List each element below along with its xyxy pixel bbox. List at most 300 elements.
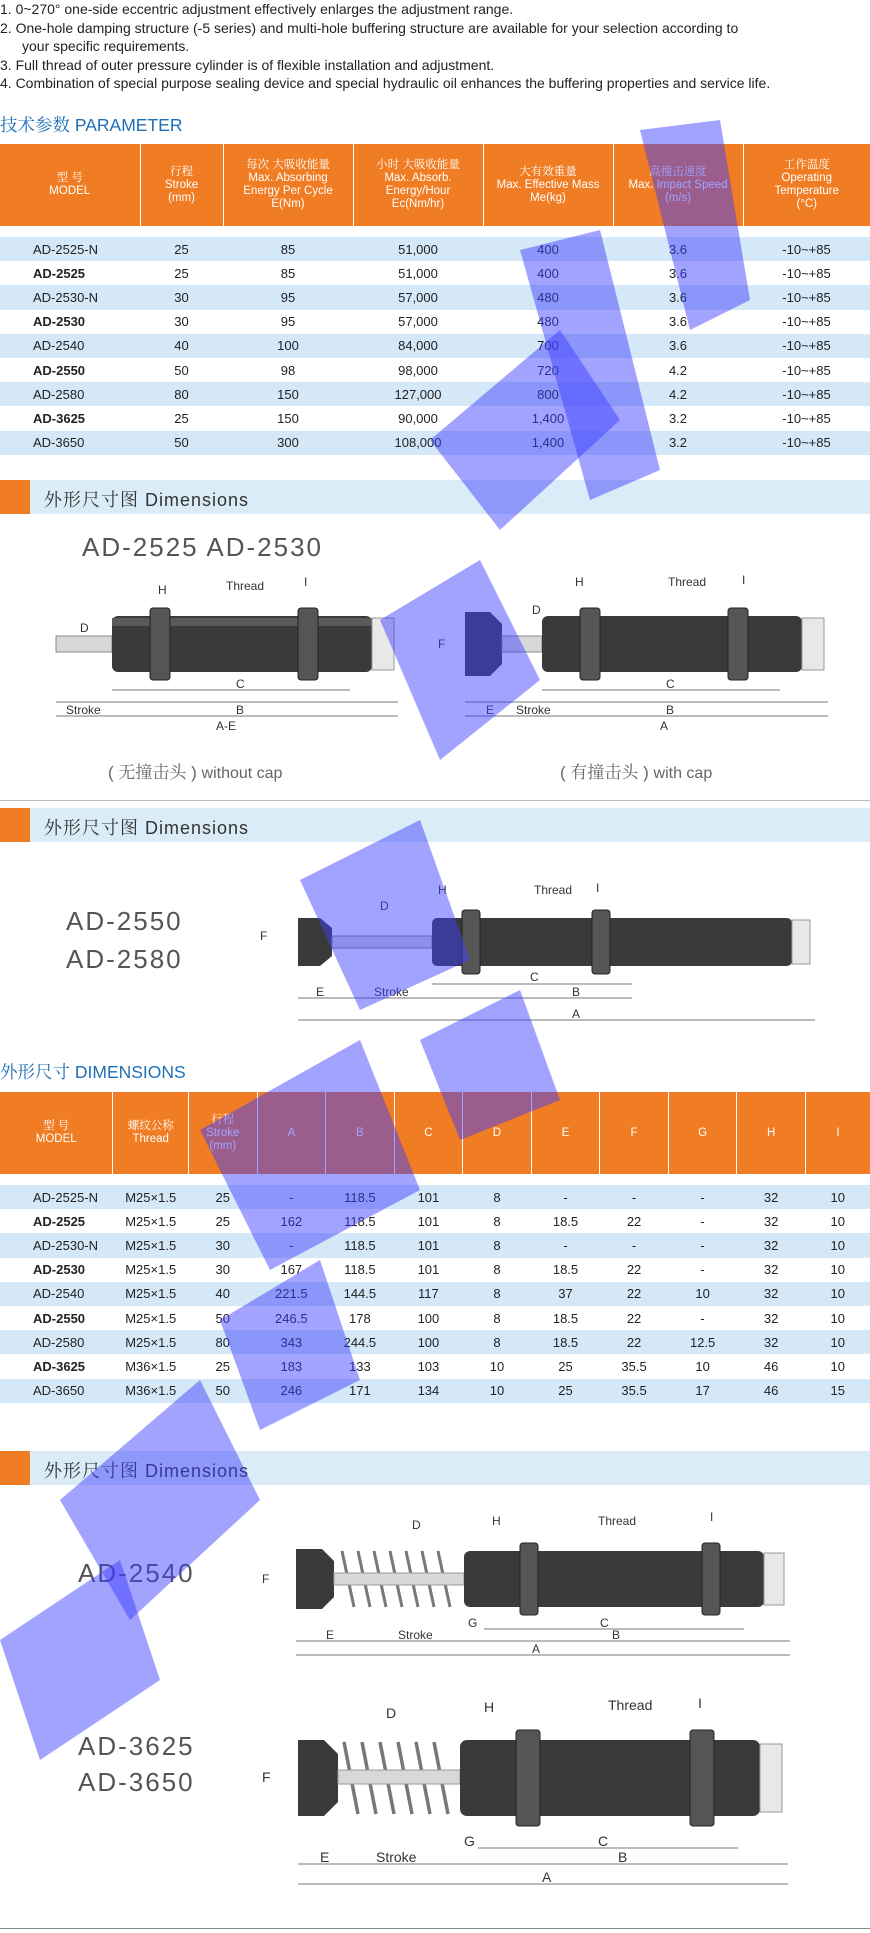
table-cell: 18.5 [552,1310,579,1326]
table-cell: - [600,1185,669,1209]
table-header-cell [0,1092,113,1174]
header-line: 工作温度 [783,159,830,171]
table-cell: 246.5 [275,1310,308,1326]
model-cell: AD-2550 [33,362,86,378]
table-cell: 32 [737,1282,806,1306]
table-cell: 3.2 [613,431,743,455]
table-header-cell [353,144,483,226]
table-cell: 4.2 [668,362,688,378]
header-line: Stroke [164,178,199,191]
dimensions-table [0,1092,870,1403]
label-h: H [484,1699,495,1715]
table-header-cell [140,144,223,226]
table-cell: 30 [174,314,189,330]
table-cell: 144.5 [326,1282,395,1306]
table-cell: 50 [215,1310,230,1326]
header-line: 型 号 [56,172,83,184]
model-cell: AD-2580 [0,1330,113,1354]
table-cell: 162 [280,1213,303,1229]
label-a: A [572,1007,581,1021]
label-f: F [438,637,446,651]
table-cell: 700 [483,334,613,358]
table-cell: 10 [830,1358,845,1374]
model-cell: AD-3650 [0,1379,113,1403]
label-ae: A-E [216,719,237,733]
table-cell: M36×1.5 [113,1379,189,1403]
table-cell: 32 [763,1262,779,1278]
model-cell: AD-2550 [33,1310,86,1326]
label-e: E [316,985,325,999]
table-cell: - [257,1233,326,1257]
label-c: C [600,1616,609,1630]
label-thread: Thread [534,883,573,897]
table-cell: 50 [174,362,189,378]
caption-with-cap-cn: ( 有撞击头 ) [560,763,649,782]
label-b: B [612,1628,621,1642]
table-cell: 8 [493,1262,501,1278]
label-i: I [698,1695,702,1711]
label-c: C [236,677,245,691]
table-cell: - [668,1233,737,1257]
table-cell: 480 [483,285,613,309]
label-a: A [532,1642,541,1656]
header-line: 行程 [170,165,193,178]
table-cell: - [700,1213,705,1229]
header-line: Energy Per Cycle [243,185,333,197]
drawing-2540 [262,1510,802,1665]
table-cell: 50 [189,1379,258,1403]
intro-item: 4. Combination of special purpose sealing device and special hydraulic oil enhances the buffering properties and service life. [0,75,771,91]
table-header-cell [0,144,140,226]
table-cell: 32 [763,1310,779,1326]
header-line: Stroke [206,1126,240,1139]
table-cell: 244.5 [326,1330,395,1354]
table-cell: 85 [280,265,296,281]
table-cell: 101 [394,1233,463,1257]
table-header-cell [326,1092,395,1174]
table-gap [0,226,870,237]
label-thread: Thread [668,575,707,589]
label-d: D [80,621,89,635]
table-header-cell [257,1092,326,1174]
table-row [0,285,870,309]
label-a: A [542,1869,552,1885]
model-label-2525-2530: AD-2525 AD-2530 [82,532,324,562]
table-row [0,1354,870,1378]
header-line: MODEL [35,1133,77,1145]
dimensions-bar-label: 外形尺寸图 Dimensions [44,490,250,510]
parameter-title-en: PARAMETER [74,115,183,135]
table-cell: 100 [417,1310,440,1326]
table-cell: 80 [189,1330,258,1354]
table-cell: 30 [189,1233,258,1257]
table-header-cell [737,1092,806,1174]
table-row [0,1306,870,1330]
table-cell: - [600,1233,669,1257]
drawing-with-cap [430,566,850,746]
header-line: 高撞击速度 [649,165,707,178]
table-cell: 32 [737,1185,806,1209]
header-line: F [630,1126,638,1139]
table-cell: 101 [417,1262,440,1278]
label-b: B [572,985,581,999]
header-line: H [766,1126,776,1139]
table-cell: 17 [668,1379,737,1403]
header-line: 型 号 [43,1120,70,1132]
intro-item: 1. 0~270° one-side eccentric adjustment effectively enlarges the adjustment range. [0,1,514,17]
table-header-cell [805,1092,870,1174]
table-cell: 35.5 [621,1358,647,1374]
table-cell: 480 [537,314,559,330]
table-cell: 118.5 [344,1213,376,1229]
model-cell: AD-2525-N [0,1185,113,1209]
table-cell: M25×1.5 [113,1185,189,1209]
caption-without-cap [108,758,282,783]
table-cell: 95 [280,314,296,330]
model-cell: AD-3650 [0,431,140,455]
label-a: A [660,719,669,733]
table-cell: 10 [695,1358,710,1374]
table-gap [0,1174,870,1185]
header-line: Max. Absorbing [248,172,328,184]
header-line: Energy/Hour [385,185,451,197]
table-cell: 18.5 [531,1330,600,1354]
table-cell: 1,400 [531,410,565,426]
parameter-title [0,112,182,137]
table-cell: -10~+85 [743,334,870,358]
table-cell: 101 [417,1213,440,1229]
table-cell: 22 [626,1310,642,1326]
table-cell: 15 [805,1379,870,1403]
table-header-cell [113,1092,189,1174]
table-cell: 8 [493,1310,501,1326]
table-row [0,1185,870,1209]
label-h: H [438,883,447,897]
label-h: H [575,575,584,589]
header-line: Max. Effective Mass [496,178,600,191]
label-i: I [304,575,308,589]
table-cell: - [668,1185,737,1209]
header-line: 行程 [211,1113,235,1126]
header-line: G [698,1126,708,1139]
table-cell: 246 [257,1379,326,1403]
bar-square [0,808,30,842]
header-line: C [424,1126,433,1139]
model-cell: AD-2530-N [0,285,140,309]
table-cell: 178 [349,1310,371,1326]
table-cell: - [257,1185,326,1209]
table-cell: 40 [189,1282,258,1306]
label-c: C [530,970,539,984]
table-cell: 150 [223,382,353,406]
label-f: F [262,1769,271,1785]
model-cell: AD-2530 [33,1262,86,1278]
table-cell: 400 [483,237,613,261]
table-cell: 108,000 [353,431,483,455]
label-f: F [260,929,268,943]
table-cell: 51,000 [353,237,483,261]
label-e: E [320,1849,330,1865]
table-cell: 32 [737,1330,806,1354]
table-cell: M25×1.5 [125,1213,177,1229]
table-cell: M25×1.5 [125,1310,177,1326]
model-cell: AD-2540 [0,334,140,358]
table-cell: 18.5 [552,1262,579,1278]
drawing-3625-3650 [262,1695,802,1898]
label-b: B [666,703,675,717]
table-cell: -10~+85 [743,382,870,406]
table-cell: 221.5 [257,1282,326,1306]
table-cell: 171 [326,1379,395,1403]
divider [0,1928,870,1929]
label-thread: Thread [226,579,265,593]
table-row [0,1379,870,1403]
label-stroke: Stroke [516,703,551,717]
bar-square [0,480,30,514]
table-row [0,334,870,358]
model-cell: AD-2525 [33,265,86,281]
table-cell: 46 [737,1379,806,1403]
label-thread: Thread [608,1697,653,1713]
table-cell: 98,000 [398,362,438,378]
label-stroke: Stroke [66,703,101,717]
table-cell: 133 [349,1358,371,1374]
table-cell: 10 [805,1282,870,1306]
drawing-without-cap [50,566,410,746]
table-cell: 100 [394,1330,463,1354]
label-h: H [492,1514,501,1528]
table-cell: 32 [737,1233,806,1257]
table-cell: 22 [600,1330,669,1354]
label-thread: Thread [598,1514,637,1528]
table-header-cell [600,1092,669,1174]
table-cell: M25×1.5 [113,1282,189,1306]
dimensions-title [0,1059,186,1084]
table-cell: 103 [417,1358,440,1374]
table-cell: 8 [493,1213,501,1229]
header-line: 大有效重量 [519,165,577,178]
header-line: 每次 大吸收能量 [246,159,330,171]
table-row [0,358,870,382]
header-line: A [287,1126,296,1139]
table-cell: - [700,1310,705,1326]
label-stroke: Stroke [376,1849,417,1865]
table-cell: 25 [531,1379,600,1403]
table-cell: 25 [174,265,189,281]
table-cell: M25×1.5 [113,1330,189,1354]
table-cell: 22 [626,1213,642,1229]
header-line: (mm) [168,191,195,204]
header-line: (m/s) [664,191,692,204]
model-cell: AD-2530-N [0,1233,113,1257]
table-cell: 57,000 [353,285,483,309]
table-cell: 400 [537,265,559,281]
table-cell: 25 [174,410,189,426]
table-cell: 10 [668,1282,737,1306]
label-g: G [468,1616,478,1630]
header-line: 螺纹公称 [127,1120,174,1132]
header-line: (°C) [796,198,818,210]
parameter-title-cn: 技术参数 [0,116,70,136]
header-line: Ec(Nm/hr) [391,198,445,210]
dimensions-bar [0,1451,870,1485]
table-cell: -10~+85 [743,285,870,309]
bar-square [0,1451,30,1485]
model-cell: AD-3625 [33,1358,86,1374]
table-cell: 117 [394,1282,463,1306]
dimensions-bar-label: 外形尺寸图 Dimensions [44,818,250,838]
table-cell: 25 [140,237,223,261]
table-cell: 3.6 [668,265,688,281]
label-d: D [380,899,389,913]
table-cell: M25×1.5 [125,1262,177,1278]
dimensions-title-en: DIMENSIONS [74,1062,186,1082]
header-line: Temperature [774,185,840,197]
intro-list [0,0,870,93]
table-cell: 10 [830,1310,845,1326]
intro-item: your specific requirements. [22,38,190,54]
table-cell: -10~+85 [743,431,870,455]
table-cell: -10~+85 [782,314,831,330]
table-cell: 50 [140,431,223,455]
caption-with-cap [560,758,712,783]
table-cell: 3.6 [613,334,743,358]
table-cell: - [700,1262,705,1278]
model-cell: AD-3625 [33,410,86,426]
label-i: I [742,573,746,587]
label-e: E [326,1628,335,1642]
table-cell: 800 [483,382,613,406]
table-header-cell [223,144,353,226]
table-header-cell [189,1092,258,1174]
table-cell: 25 [558,1358,573,1374]
table-cell: 8 [463,1282,532,1306]
intro-item: 3. Full thread of outer pressure cylinder is of flexible installation and adjustment. [0,56,495,73]
table-cell: 10 [805,1330,870,1354]
table-cell: 25 [189,1185,258,1209]
table-cell: 57,000 [398,314,438,330]
divider [0,800,870,801]
table-cell: 300 [223,431,353,455]
gap-cell [0,1174,870,1185]
table-row [0,1330,870,1354]
header-line: 小时 大吸收能量 [376,159,460,171]
table-cell: 10 [805,1185,870,1209]
label-b: B [618,1849,628,1865]
header-line: D [492,1126,502,1139]
table-cell: 12.5 [668,1330,737,1354]
table-cell: 22 [626,1262,642,1278]
table-cell: 3.2 [668,410,688,426]
label-d: D [386,1705,397,1721]
table-cell: 22 [600,1282,669,1306]
model-label-2550: AD-2550 [66,906,183,936]
table-cell: 183 [280,1358,303,1374]
header-line: E(Nm) [271,198,305,210]
intro-item: 2. One-hole damping structure (-5 series) and multi-hole buffering structure are available for your selection according to [0,19,739,36]
table-cell: 101 [394,1185,463,1209]
table-row [0,261,870,285]
table-cell: 118.5 [326,1185,395,1209]
table-cell: 167 [280,1262,303,1278]
table-cell: 100 [223,334,353,358]
label-f: F [262,1572,270,1586]
model-label-3650: AD-3650 [78,1767,195,1797]
table-header-cell [531,1092,600,1174]
table-cell: 90,000 [398,410,438,426]
table-header-cell [463,1092,532,1174]
label-c: C [598,1833,609,1849]
model-label-2540: AD-2540 [78,1558,195,1588]
table-cell: 84,000 [353,334,483,358]
table-cell: 51,000 [398,265,438,281]
table-cell: 8 [463,1330,532,1354]
table-cell: 10 [805,1233,870,1257]
table-row [0,1258,870,1282]
table-header-cell [668,1092,737,1174]
table-cell: 25 [215,1358,230,1374]
header-line: B [356,1126,364,1139]
model-cell: AD-2525 [33,1213,86,1229]
model-cell: AD-2540 [0,1282,113,1306]
table-cell: 46 [763,1358,779,1374]
header-line: Thread [132,1133,169,1145]
header-line: Max. Impact Speed [628,178,728,191]
table-cell: 30 [215,1262,230,1278]
table-cell: -10~+85 [782,362,831,378]
table-header-cell [394,1092,463,1174]
table-cell: 4.2 [613,382,743,406]
table-cell: 343 [257,1330,326,1354]
header-line: MODEL [49,185,91,197]
header-line: E [561,1126,570,1139]
dimensions-bar [0,808,870,842]
table-cell: M36×1.5 [125,1358,177,1374]
table-cell: 10 [830,1262,845,1278]
table-cell: 3.6 [613,237,743,261]
caption-without-cap-cn: ( 无撞击头 ) [108,763,197,782]
table-cell: 80 [140,382,223,406]
table-cell: 37 [531,1282,600,1306]
dimensions-bar-label: 外形尺寸图 Dimensions [44,1461,250,1481]
table-cell: 118.5 [326,1233,395,1257]
table-cell: 98 [280,362,296,378]
dimensions-title-cn: 外形尺寸 [0,1063,70,1083]
table-cell: 720 [537,362,559,378]
parameter-table [0,144,870,455]
header-line: Operating [781,172,832,184]
table-cell: 150 [277,410,299,426]
table-row [0,1209,870,1233]
label-i: I [710,1510,714,1524]
table-cell: 3.6 [613,285,743,309]
table-cell: 10 [830,1213,845,1229]
header-line: Me(kg) [530,191,566,204]
label-b: B [236,703,245,717]
table-cell: 10 [463,1379,532,1403]
table-row [0,431,870,455]
table-cell: 32 [763,1213,779,1229]
label-d: D [412,1518,421,1532]
model-label-2580: AD-2580 [66,944,183,974]
table-row [0,310,870,334]
table-row [0,1282,870,1306]
table-cell: -10~+85 [782,410,831,426]
table-cell: 134 [394,1379,463,1403]
label-i: I [596,881,600,895]
model-cell: AD-2530 [33,314,86,330]
label-d: D [532,603,541,617]
